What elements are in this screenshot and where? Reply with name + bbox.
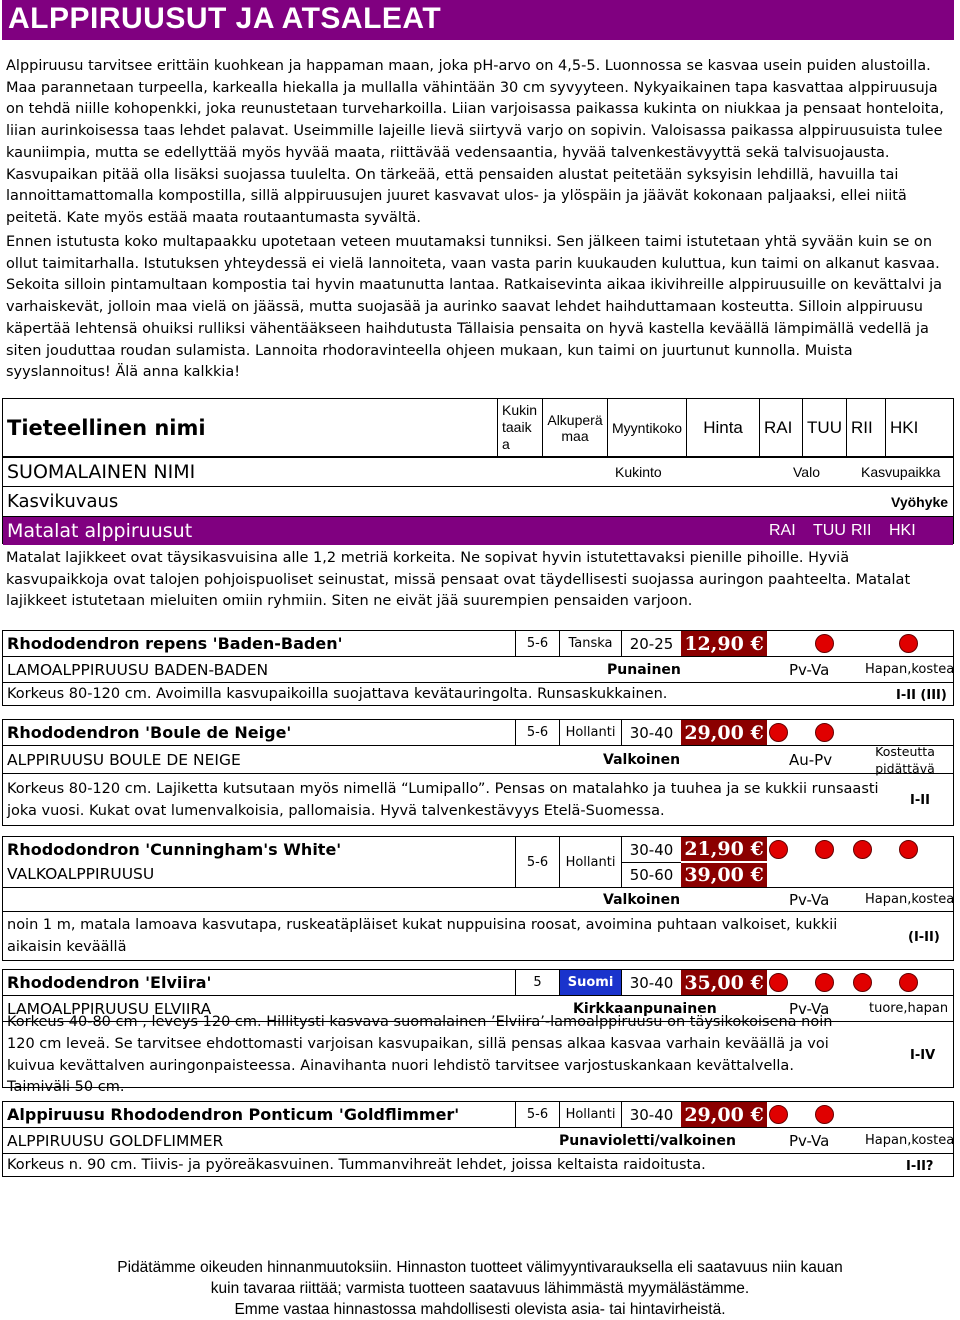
product-description: Korkeus n. 90 cm. Tiivis- ja pyöreäkasvuinen. Tummanvihreät lehdet, joissa keltaista raidoitusta. <box>7 1157 706 1174</box>
zone-dot-rii <box>853 837 872 862</box>
product-elviira <box>2 969 954 1096</box>
product-zone: I-II? <box>906 1158 934 1174</box>
product-site: Hapan,kostea <box>865 1133 955 1148</box>
product-cunninghams-white <box>2 836 954 961</box>
zone-dot-rai <box>769 970 788 995</box>
product-boule-de-neige <box>2 719 954 826</box>
legend-growth: Kasvikuvaus <box>7 491 119 512</box>
product-baden-baden <box>2 630 954 706</box>
footer-line-1: Pidätämme oikeuden hinnanmuutoksiin. Hinnaston tuotteet välimyyntivarauksella eli saatavuus niin kauan <box>117 1259 843 1276</box>
product-finnish-name: LAMOALPPIRUUSU ELVIIRA <box>7 999 212 1018</box>
group-rai: RAI <box>769 522 796 539</box>
product-site: Kosteutta pidättävä <box>875 743 935 776</box>
product-bloom-time: 5 <box>515 970 559 995</box>
legend-light: Valo <box>793 464 820 480</box>
zone-dot-rai <box>769 837 788 862</box>
product-description: noin 1 m, matala lamoava kasvutapa, ruskeatäpläiset kukat nuppuisina roosat, avoimina puhtaan valkoiset, kukkii aikaisin keväällä <box>7 917 838 955</box>
legend-scientific: Tieteellinen nimi <box>3 399 498 457</box>
product-price-2: 39,00 € <box>681 863 767 887</box>
legend-zone: Vyöhyke <box>891 493 949 510</box>
legend-origin: Alkuperä maa <box>543 399 608 457</box>
footer-disclaimer <box>0 1257 960 1320</box>
product-zone: I-II (III) <box>896 687 947 703</box>
product-price: 12,90 € <box>681 631 767 656</box>
product-scientific: Rhododendron 'Elviira' <box>7 973 212 992</box>
product-origin: Hollanti <box>559 1102 621 1127</box>
product-light: Pv-Va <box>789 1131 830 1150</box>
product-size: 30-40 <box>621 720 681 745</box>
product-description: Korkeus 80-120 cm. Lajiketta kutsutaan myös nimellä “Lumipallo”. Pensas on matalahko ja tuuhea ja se kukkii runsaasti joka vuosi. Kukat ovat lumenvalkoisia, pallomaisia. Hyvä talvenkestävyys Etelä-Suomessa. <box>7 780 879 819</box>
product-finnish-name: ALPPIRUUSU BOULE DE NEIGE <box>7 750 241 769</box>
product-zone: I-IV <box>910 1048 936 1063</box>
zone-dot-tuu <box>815 1102 834 1127</box>
legend-bloom: Kukinto <box>615 464 662 480</box>
group-header <box>3 517 953 545</box>
product-bloom-time: 5-6 <box>515 631 559 656</box>
footer-line-3: Emme vastaa hinnastossa mahdollisesti olevista asia- tai hintavirheistä. <box>234 1301 726 1318</box>
legend-site: Kasvupaikka <box>861 464 941 480</box>
product-bloom-time: 5-6 <box>515 1102 559 1127</box>
product-description: Korkeus 80-120 cm. Avoimilla kasvupaikoilla suojattava kevätauringolta. Runsaskukkainen. <box>7 686 668 703</box>
intro-paragraph-2: Ennen istutusta koko multapaakku upotetaan veteen muutamaksi tunniksi. Sen jälkeen taimi istutetaan yhtä syvään kuin se on ollut taimitarhalla. Istutuksen yhteydessä ei vielä lannoiteta, vaan vasta parin kuukauden kuluttua, kun taimi on alkanut kasvaa. Sekoita silloin pintamultaan kompostia tai hyvin maatunutta lantaa. Ratkaisevinta aikaa ikivihreille alppiruusuille on kevättalvi ja varhaiskevät, jolloin maa vielä on jäässä, mutta suojasää ja aurinko saavat lehdet haihduttamaan kosteutta. Silloin alppiruusu käpertää lehtensä ohuiksi rulliksi vähentääkseen haihdutusta Tällaisia pensaita on hyvä kastella keväällä lämpimällä vedellä ja siten jouduttaa roudan sulamista. Lannoita rhodoravinteella ohjeen mukaan, kun taimi on juurtunut kunnolla. Muista syyslannoitus! Älä anna kalkkia! <box>6 234 943 381</box>
product-light: Pv-Va <box>789 999 830 1018</box>
product-price: 29,00 € <box>681 1102 767 1127</box>
group-hki: HKI <box>889 522 916 539</box>
product-goldflimmer <box>2 1101 954 1177</box>
product-price: 29,00 € <box>681 720 767 745</box>
product-size: 30-40 <box>621 1102 681 1127</box>
product-bloom-time: 5-6 <box>515 837 559 887</box>
legend-size: Myyntikoko <box>608 399 687 457</box>
product-origin: Hollanti <box>559 720 621 745</box>
product-zone: I-II <box>910 793 930 808</box>
page-title: ALPPIRUUSUT JA ATSALEAT <box>8 2 442 35</box>
product-scientific: Rhododondron 'Cunningham's White' <box>7 839 342 859</box>
product-scientific: Rhododendron repens 'Baden-Baden' <box>7 634 343 653</box>
zone-dot-rai <box>769 720 788 745</box>
product-finnish-name: ALPPIRUUSU GOLDFLIMMER <box>7 1131 224 1150</box>
intro-paragraph-1: Alppiruusu tarvitsee erittäin kuohkean ja happaman maan, joka pH-arvo on 4,5-5. Luonnossa se kasvaa usein puiden alustoilla. Maa parannetaan turpeella, karkealla hiekalla ja mullalla vähintään 30 cm syvyyteen. Nykyaikainen tapa kasvattaa alppiruusuja on tehdä niille kohopenkki, joka reunustetaan turveharkoilla. Liian varjoisassa paikassa kukinta on niukkaa ja pensaat honteloita, liian aurinkoisessa taas lehdet palavat. Useimmille lajeille lievä siirtyvä varjo on sopivin. Valoisassa paikassa alppiruusuista tulee kauniimpia, mutta se edellyttää myös hyvää maata, riittävää vedensaantia, hyvää talvenkestävyyttä sekä talvisuojausta. Kasvupaikan pitää olla lisäksi suojassa tuulelta. On tärkeää, että pensaiden alustat peitetään syksyisin lehdillä, havuilla tai lannoittamattomalla kompostilla, sillä alppiruusujen juuret kasvavat ulos- ja ylöspäin ja jäävät kokonaan paljaaksi, ellei niitä peitetä. Kate myös estää maata routaantumasta syvältä. <box>6 58 944 226</box>
group-title: Matalat alppiruusut <box>7 520 193 542</box>
zone-dot-hki <box>899 970 918 995</box>
zone-dot-tuu <box>815 970 834 995</box>
product-site: tuore,hapan <box>869 1001 949 1016</box>
product-bloom-time: 5-6 <box>515 720 559 745</box>
product-origin: Tanska <box>559 631 621 656</box>
legend-finnish-name: SUOMALAINEN NIMI <box>7 461 196 483</box>
group-description: Matalat lajikkeet ovat täysikasvuisina alle 1,2 metriä korkeita. Ne sopivat hyvin istutettavaksi pienille pihoille. Hyviä kasvupaikkoja ovat talojen pohjoispuoliset seinustat, missä pensaat ovat täydellisesti suojassa auringon paahteelta. Matalat lajikkeet istutetaan mieluiten omiin ryhmiin. Siten ne eivät jää suurempien pensaiden varjoon. <box>6 550 911 610</box>
product-color: Kirkkaanpunainen <box>573 1000 717 1017</box>
zone-dot-tuu <box>815 720 834 745</box>
zone-dot-hki <box>899 837 918 862</box>
product-size-2: 50-60 <box>621 862 681 887</box>
zone-dot-tuu <box>815 837 834 862</box>
product-size: 30-40 <box>621 837 681 862</box>
zone-dot-rii <box>853 970 872 995</box>
product-description: Korkeus 40-80 cm , leveys 120 cm. Hillitysti kasvava suomalainen ’Elviira’-lamoalppiruusu on täysikokoisena noin 120 cm leveä. Se tarvitsee ehdottomasti varjoisan kasvupaikan, sillä pensas alkaa kasvaa varhain keväällä ja voi kuivua kevättalven auringonpaisteessa. Ainavihanta nuori lehdistö tarvitsee varjostuskankaan kevättalvella. Taimiväli 50 cm. <box>7 1014 833 1096</box>
product-finnish-name: VALKOALPPIRUUSU <box>7 865 155 883</box>
legend-tuu: TUU <box>803 399 847 457</box>
group-tuu: TUU <box>813 522 846 539</box>
zone-dot-tuu <box>815 631 834 656</box>
product-light: Pv-Va <box>789 890 830 909</box>
product-color: Punavioletti/valkoinen <box>559 1132 736 1149</box>
product-size: 20-25 <box>621 631 681 656</box>
legend-price: Hinta <box>687 399 760 457</box>
product-site: Hapan,kostea <box>865 892 955 907</box>
footer-line-2: kuin tavaraa riittää; varmista tuotteen saatavuus lähimmästä myymälästämme. <box>210 1280 750 1297</box>
product-color: Valkoinen <box>603 891 681 908</box>
product-light: Au-Pv <box>789 750 833 769</box>
legend-bloom-time: Kukintaaika <box>498 399 543 457</box>
legend-rii: RII <box>846 399 885 457</box>
title-bar <box>2 0 954 40</box>
product-price: 35,00 € <box>681 970 767 995</box>
product-scientific: Rhododendron 'Boule de Neige' <box>7 723 292 742</box>
group-rii: RII <box>851 522 872 539</box>
product-origin: Suomi <box>559 970 621 995</box>
product-finnish-name: LAMOALPPIRUUSU BADEN-BADEN <box>7 660 269 679</box>
zone-dot-hki <box>899 631 918 656</box>
legend-rai: RAI <box>760 399 803 457</box>
legend-block <box>2 457 954 544</box>
legend-table <box>2 398 954 457</box>
product-light: Pv-Va <box>789 660 830 679</box>
legend-hki: HKI <box>885 399 953 457</box>
product-zone: (I-II) <box>908 929 940 945</box>
product-origin: Hollanti <box>559 837 621 887</box>
product-site: Hapan,kostea <box>865 662 955 677</box>
product-color: Valkoinen <box>603 751 681 768</box>
product-price: 21,90 € <box>681 837 767 861</box>
product-color: Punainen <box>607 661 681 678</box>
product-size: 30-40 <box>621 970 681 995</box>
product-scientific: Alppiruusu Rhododendron Ponticum 'Goldflimmer' <box>7 1105 460 1124</box>
zone-dot-rai <box>769 1102 788 1127</box>
